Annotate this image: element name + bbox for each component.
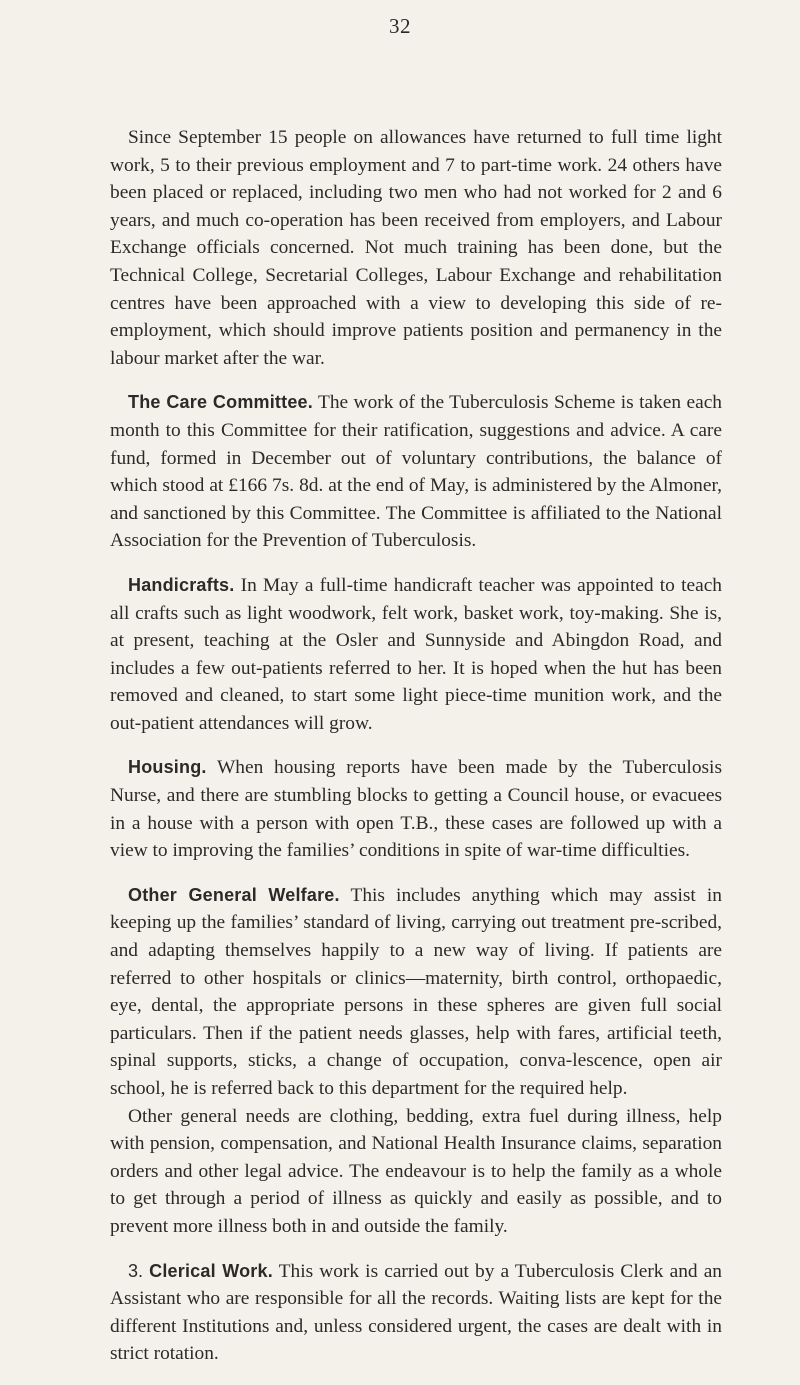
paragraph-clerical-work xyxy=(110,1258,722,1368)
section-heading: Other General Welfare. xyxy=(128,884,340,905)
paragraph-other-general-welfare xyxy=(110,882,722,1103)
paragraph-text: This includes anything which may assist in keeping up the families’ standard of living, carrying out treatment pre-scribed, and adapting themselves happily to a new way of living. If patients are referred to other hospitals or clinics—maternity, birth control, orthopaedic, eye, dental, the appropriate persons in these spheres are given full social particulars. Then if the patient needs glasses, help with fares, artificial teeth, spinal supports, sticks, a change of occupation, conva-lescence, open air school, he is referred back to this department for the required help. xyxy=(110,884,723,1099)
section-heading: Clerical Work. xyxy=(149,1260,273,1281)
section-number: 3. xyxy=(128,1260,144,1281)
section-heading: Housing. xyxy=(128,757,207,778)
paragraph-text: When housing reports have been made by the Tuberculosis Nurse, and there are stumbling blocks to getting a Council house, or evacuees in a house with a person with open T.B., these cases are followed up with a view to improving the families’ conditions in spite of war-time difficulties. xyxy=(110,757,722,862)
paragraph-text: This work is carried out by a Tuberculosis Clerk and an Assistant who are responsible for all the records. Waiting lists are kept for the different Institutions and, unless considered urgent, the cases are dealt with in strict rotation. xyxy=(110,1260,722,1365)
paragraph-text: Other general needs are clothing, bedding, extra fuel during illness, help with pension, compensation, and National Health Insurance claims, separation orders and other legal advice. The endeavour is to help the family as a whole to get through a period of illness as quickly and easily as possible, and to prevent more illness both in and outside the family. xyxy=(110,1105,722,1237)
paragraph-text: Since September 15 people on allowances have returned to full time light work, 5 to their previous employment and 7 to part-time work. 24 others have been placed or replaced, including two men who had not worked for 2 and 6 years, and much co-operation has been received from employers, and Labour Exchange officials concerned. Not much training has been done, but the Technical College, Secretarial Colleges, Labour Exchange and rehabilitation centres have been approached with a view to developing this side of re-employment, which should improve patients position and permanency in the labour market after the war. xyxy=(110,127,722,369)
paragraph-housing xyxy=(110,754,722,864)
paragraph-text: In May a full-time handicraft teacher was appointed to teach all crafts such as light woodwork, felt work, basket work, toy-making. She is, at present, teaching at the Osler and Sunnyside and Abingdon Road, and includes a few out-patients referred to her. It is hoped when the hut has been removed and cleaned, to start some light piece-time munition work, and the out-patient attendances will grow. xyxy=(110,574,722,734)
page-number: 32 xyxy=(389,14,411,38)
paragraph-handicrafts xyxy=(110,572,722,738)
paragraph-other-general-needs xyxy=(110,1103,722,1241)
paragraph-text: The work of the Tuberculosis Scheme is taken each month to this Committee for their ratification, suggestions and advice. A care fund, formed in December out of voluntary contributions, the balance of which stood at £166 7s. 8d. at the end of May, is administered by the Almoner, and sanctioned by this Committee. The Committee is affiliated to the National Association for the Prevention of Tuberculosis. xyxy=(110,392,722,552)
paragraph-care-committee xyxy=(110,389,722,555)
section-heading: Handicrafts. xyxy=(128,574,235,595)
document-body xyxy=(110,124,722,1385)
section-heading: The Care Committee. xyxy=(128,392,313,413)
paragraph-allowances xyxy=(110,124,722,372)
